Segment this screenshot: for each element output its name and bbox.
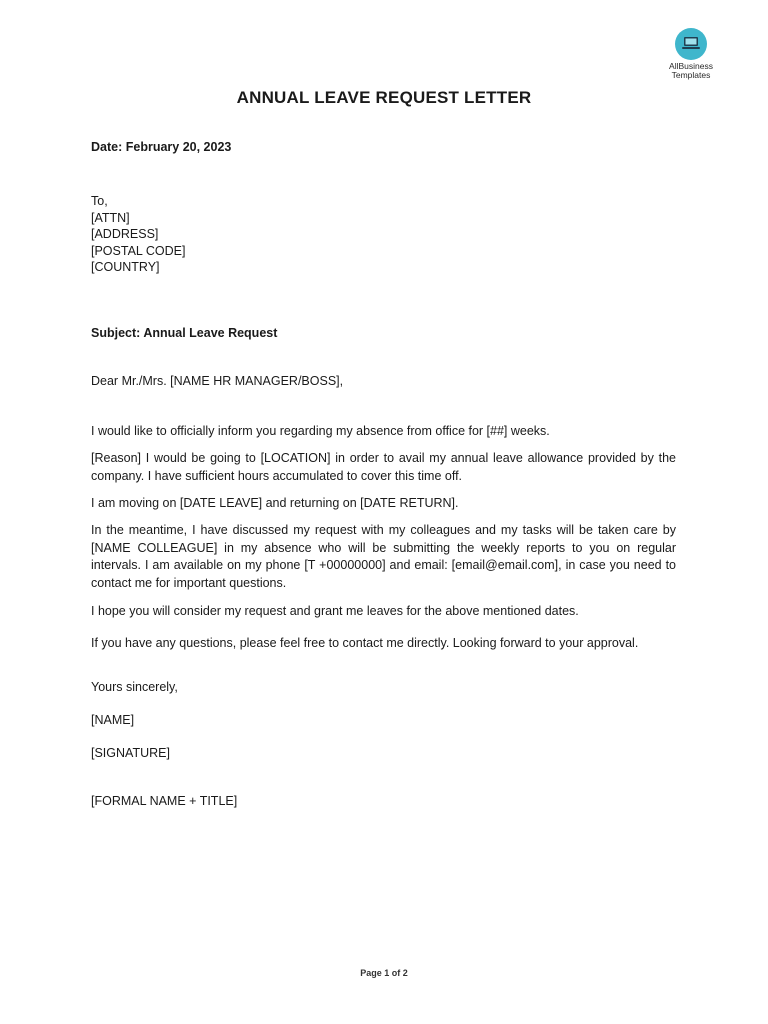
page-title: ANNUAL LEAVE REQUEST LETTER bbox=[236, 88, 532, 107]
logo-line-1: AllBusiness bbox=[669, 61, 713, 71]
sender-signature: [SIGNATURE] bbox=[91, 746, 170, 760]
address-street: [ADDRESS] bbox=[91, 227, 159, 241]
address-to: To, bbox=[91, 194, 108, 208]
sender-name: [NAME] bbox=[91, 713, 135, 727]
body-paragraph-2: [Reason] I would be going to [LOCATION] in order to avail my annual leave allowance provided by the company. I have sufficient hours accumulated to cover this time off. bbox=[91, 451, 676, 483]
body-paragraph-4: In the meantime, I have discussed my request with my colleagues and my tasks will be taken care by [NAME COLLEAGUE] in my absence who will be submitting the weekly reports to you on regular intervals. I am available on my phone [T +00000000] and email: [email@email.com], in case you need to contact me for important questions. bbox=[91, 523, 676, 590]
address-country: [COUNTRY] bbox=[91, 260, 160, 274]
laptop-icon bbox=[675, 28, 707, 60]
body-paragraph-3: I am moving on [DATE LEAVE] and returning on [DATE RETURN]. bbox=[91, 496, 459, 510]
logo-text bbox=[660, 62, 722, 80]
recipient-address bbox=[91, 193, 676, 276]
body-paragraph-6: If you have any questions, please feel free to contact me directly. Looking forward to your approval. bbox=[91, 636, 639, 650]
sender-formal-name: [FORMAL NAME + TITLE] bbox=[91, 794, 238, 808]
address-attn: [ATTN] bbox=[91, 210, 130, 225]
body-paragraph-1: I would like to officially inform you regarding my absence from office for [##] weeks. bbox=[91, 424, 550, 438]
address-postal-code: [POSTAL CODE] bbox=[91, 243, 186, 258]
logo-line-2: Templates bbox=[671, 70, 711, 80]
brand-logo bbox=[660, 28, 722, 80]
letter-greeting: Dear Mr./Mrs. [NAME HR MANAGER/BOSS], bbox=[91, 374, 344, 388]
letter-closing: Yours sincerely, bbox=[91, 680, 178, 694]
letter-date: Date: February 20, 2023 bbox=[91, 140, 232, 154]
page-number: Page 1 of 2 bbox=[360, 968, 408, 978]
letter-subject: Subject: Annual Leave Request bbox=[91, 326, 278, 340]
body-paragraph-5: I hope you will consider my request and grant me leaves for the above mentioned dates. bbox=[91, 604, 579, 618]
